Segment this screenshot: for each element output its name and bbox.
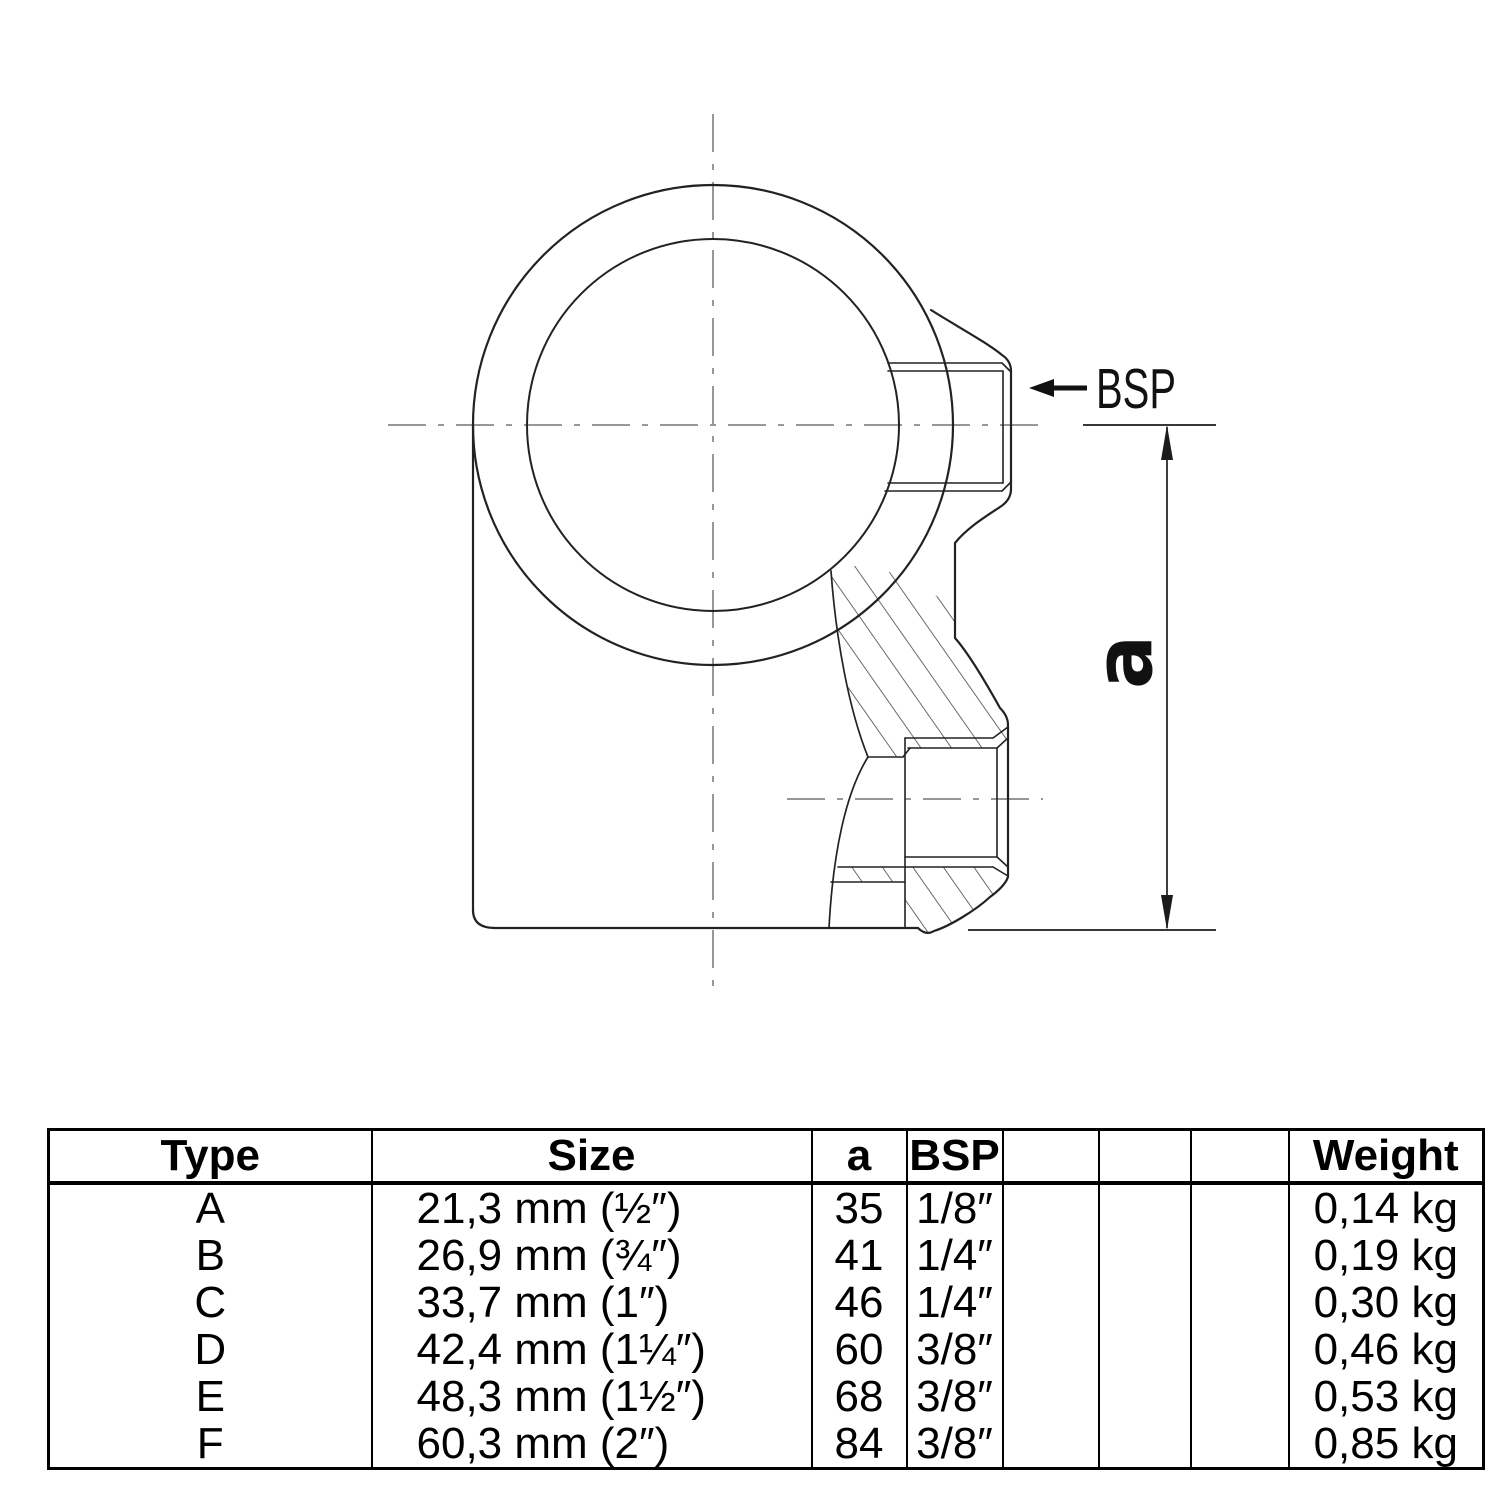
cell-bsp: 3/8″	[907, 1373, 1003, 1420]
hatch-lower-region	[831, 867, 1008, 932]
bsp-label: BSP	[1096, 357, 1176, 421]
bsp-arrow-icon	[1029, 379, 1054, 397]
cell-empty	[1003, 1420, 1099, 1469]
cell-size: 21,3 mm (½″)	[372, 1183, 812, 1232]
cell-empty	[1191, 1420, 1289, 1469]
cell-weight: 0,14 kg	[1289, 1183, 1484, 1232]
dimension-a	[968, 425, 1216, 930]
col-header-size: Size	[372, 1130, 812, 1184]
cell-empty	[1099, 1183, 1191, 1232]
cell-size: 60,3 mm (2″)	[372, 1420, 812, 1469]
cell-size: 33,7 mm (1″)	[372, 1279, 812, 1326]
cell-empty	[1003, 1232, 1099, 1279]
cell-empty	[1099, 1279, 1191, 1326]
table-row	[49, 1420, 1484, 1469]
cell-empty	[1191, 1183, 1289, 1232]
cell-bsp: 1/4″	[907, 1279, 1003, 1326]
center-lines	[388, 114, 1048, 993]
cell-type: F	[49, 1420, 372, 1469]
cell-a: 68	[812, 1373, 907, 1420]
cell-size: 48,3 mm (1½″)	[372, 1373, 812, 1420]
cell-empty	[1099, 1420, 1191, 1469]
cell-type: D	[49, 1326, 372, 1373]
arrowhead-down-icon	[1161, 895, 1173, 930]
table-row	[49, 1232, 1484, 1279]
cell-empty	[1191, 1326, 1289, 1373]
cell-size: 42,4 mm (1¼″)	[372, 1326, 812, 1373]
table-row	[49, 1183, 1484, 1232]
cell-empty	[1099, 1373, 1191, 1420]
col-header-weight: Weight	[1289, 1130, 1484, 1184]
cell-empty	[1099, 1326, 1191, 1373]
cell-empty	[1003, 1326, 1099, 1373]
spec-table	[47, 1128, 1485, 1470]
cell-bsp: 1/8″	[907, 1183, 1003, 1232]
cell-empty	[1003, 1183, 1099, 1232]
cell-type: A	[49, 1183, 372, 1232]
section-hatching	[831, 566, 1008, 932]
cell-weight: 0,85 kg	[1289, 1420, 1484, 1469]
dimension-a-label: a	[1077, 635, 1171, 689]
cell-empty	[1191, 1373, 1289, 1420]
cell-weight: 0,53 kg	[1289, 1373, 1484, 1420]
header-row	[49, 1130, 1484, 1184]
cell-a: 46	[812, 1279, 907, 1326]
spec-table-wrap	[47, 1128, 1482, 1470]
col-header-bsp: BSP	[907, 1130, 1003, 1184]
col-header-empty-3	[1191, 1130, 1289, 1184]
cell-bsp: 3/8″	[907, 1420, 1003, 1469]
cell-weight: 0,46 kg	[1289, 1326, 1484, 1373]
col-header-empty-1	[1003, 1130, 1099, 1184]
bsp-callout	[1029, 357, 1176, 421]
col-header-a: a	[812, 1130, 907, 1184]
cell-bsp: 3/8″	[907, 1326, 1003, 1373]
cell-a: 84	[812, 1420, 907, 1469]
cell-empty	[1191, 1232, 1289, 1279]
cell-a: 41	[812, 1232, 907, 1279]
cell-weight: 0,30 kg	[1289, 1279, 1484, 1326]
cell-type: E	[49, 1373, 372, 1420]
table-row	[49, 1326, 1484, 1373]
cell-size: 26,9 mm (¾″)	[372, 1232, 812, 1279]
cell-bsp: 1/4″	[907, 1232, 1003, 1279]
arrowhead-up-icon	[1161, 425, 1173, 460]
cell-empty	[1003, 1373, 1099, 1420]
cell-weight: 0,19 kg	[1289, 1232, 1484, 1279]
col-header-empty-2	[1099, 1130, 1191, 1184]
cell-a: 35	[812, 1183, 907, 1232]
cell-empty	[1191, 1279, 1289, 1326]
cell-a: 60	[812, 1326, 907, 1373]
cell-empty	[1099, 1232, 1191, 1279]
table-row	[49, 1373, 1484, 1420]
table-row	[49, 1279, 1484, 1326]
col-header-type: Type	[49, 1130, 372, 1184]
cell-empty	[1003, 1279, 1099, 1326]
cell-type: C	[49, 1279, 372, 1326]
cell-type: B	[49, 1232, 372, 1279]
